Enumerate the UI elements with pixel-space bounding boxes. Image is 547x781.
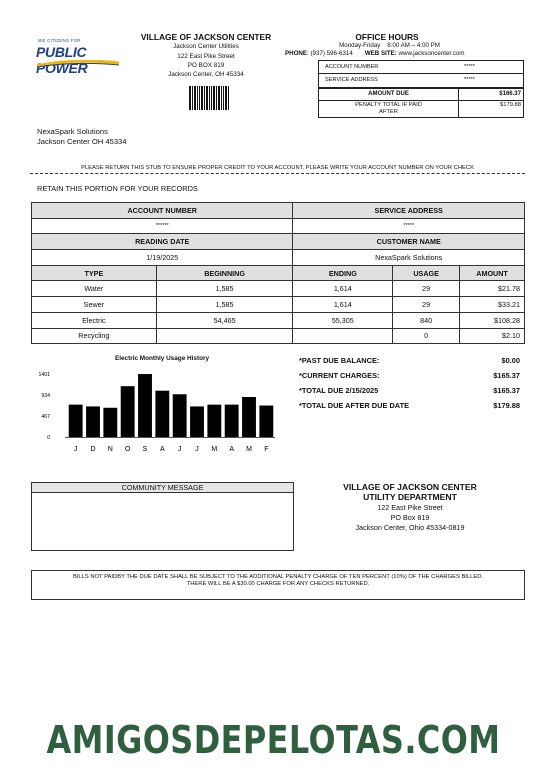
stub-penalty-value: $179.88 [500, 102, 521, 108]
x-tick-label: J [195, 446, 199, 453]
x-tick-label: J [73, 446, 78, 453]
chart-bar [138, 374, 152, 437]
chart-bar [190, 406, 204, 437]
current-charges-value: $165.37 [493, 371, 520, 380]
utility-dept-line-4: PO Box 819 [390, 513, 430, 522]
x-tick-label: N [107, 446, 113, 453]
retain-note: RETAIN THIS PORTION FOR YOUR RECORDS [37, 184, 198, 193]
x-tick-label: A [229, 446, 235, 453]
col-ending: ENDING [293, 265, 393, 281]
total-after-due-label: *TOTAL DUE AFTER DUE DATE [299, 401, 410, 410]
account-number-header: ACCOUNT NUMBER [32, 203, 293, 219]
stub-account-box [318, 60, 524, 88]
chart-bar [121, 386, 135, 437]
stub-due-box [318, 88, 524, 118]
col-usage: USAGE [393, 265, 460, 281]
stub-penalty-label-1: PENALTY TOTAL IF PAID [355, 102, 422, 108]
public-power-logo [35, 36, 123, 76]
phone-value: : (937) 596-6314 [307, 50, 353, 57]
y-tick-label: 934 [41, 393, 50, 399]
website-value: www.jacksoncenter.com [396, 50, 465, 57]
utility-dept-line-2: UTILITY DEPARTMENT [363, 492, 457, 502]
utility-dept-line-3: 122 East Pike Street [377, 503, 443, 512]
customer-name-value: NexaSpark Solutions [293, 250, 525, 266]
village-line-1: Jackson Center Utilities [173, 43, 239, 50]
logo-swoosh-icon [35, 60, 121, 68]
stub-account-number-value: ***** [464, 64, 475, 70]
chart-bar [207, 405, 221, 437]
stub-amount-due-value: $166.37 [499, 91, 521, 97]
past-due-value: $0.00 [501, 356, 520, 365]
stub-service-address-value: ***** [464, 77, 475, 83]
chart-bar [225, 405, 239, 437]
electric-usage-chart [30, 366, 285, 458]
y-tick-label: 0 [47, 435, 50, 441]
customer-name-header: CUSTOMER NAME [293, 234, 525, 250]
x-tick-label: O [124, 446, 131, 453]
chart-title: Electric Monthly Usage History [114, 355, 210, 362]
table-row: Sewer 1,585 1,614 29 $33.21 [32, 297, 525, 313]
service-address-value: ***** [293, 218, 525, 234]
account-details-table [31, 202, 525, 344]
office-hours-days: Monday-Friday 8:00 AM – 4:00 PM [339, 42, 440, 49]
stub-amount-due-label: AMOUNT DUE [368, 91, 409, 97]
current-charges-label: *CURRENT CHARGES: [299, 371, 380, 380]
x-tick-label: J [177, 446, 182, 453]
logo-tagline: WE CITIZENS FOR [38, 38, 81, 43]
tear-line [30, 173, 525, 174]
x-tick-label: M [246, 446, 252, 453]
total-due-label: *TOTAL DUE 2/15/2025 [299, 386, 379, 395]
barcode-icon [189, 86, 229, 110]
x-tick-label: A [159, 446, 165, 453]
col-beginning: BEGINNING [156, 265, 293, 281]
office-contact [285, 50, 465, 57]
logo-brand: PUBLIC POWER [36, 44, 88, 76]
x-tick-label: D [90, 446, 96, 453]
chart-bar [173, 394, 187, 437]
office-hours-title: OFFICE HOURS [355, 32, 419, 42]
penalty-notice [31, 570, 525, 600]
table-row: Recycling 0 $2.10 [32, 328, 525, 344]
watermark: AMIGOSDEPELOTAS.COM [46, 718, 501, 762]
reading-date-value: 1/19/2025 [32, 250, 293, 266]
village-name: VILLAGE OF JACKSON CENTER [140, 32, 272, 42]
community-message-box [31, 482, 294, 551]
past-due-label: *PAST DUE BALANCE: [299, 356, 380, 365]
website-label: WEB SITE: [364, 50, 397, 57]
utility-dept-line-1: VILLAGE OF JACKSON CENTER [343, 482, 477, 492]
chart-bar [259, 406, 273, 437]
chart-bar [69, 405, 83, 437]
x-tick-label: S [142, 446, 148, 453]
village-line-4: Jackson Center, OH 45334 [168, 71, 244, 78]
customer-address: Jackson Center OH 45334 [37, 137, 127, 146]
chart-bar [86, 406, 100, 437]
table-row: Electric 54,465 55,305 840 $108.28 [32, 312, 525, 328]
col-amount: AMOUNT [460, 265, 525, 281]
phone-label: PHONE [285, 50, 308, 57]
penalty-notice-line-1: BILLS NOT PAIDBY THE DUE DATE SHALL BE SUBJECT TO THE ADDITIONAL PENALTY CHARGE OF TEN PERCENT (10%) OF THE CHARGES BILLED. [72, 574, 484, 580]
total-after-due-value: $179.88 [493, 401, 520, 410]
total-due-value: $165.37 [493, 386, 520, 395]
chart-bar [103, 408, 117, 437]
service-address-header: SERVICE ADDRESS [293, 203, 525, 219]
table-row: Water 1,585 1,614 29 $21.78 [32, 281, 525, 297]
village-line-3: PO BOX 819 [187, 62, 225, 69]
village-line-2: 122 East Pike Street [177, 53, 235, 60]
account-number-value: ****** [32, 218, 293, 234]
community-message-title: COMMUNITY MESSAGE [32, 483, 293, 493]
stub-penalty-label-2: AFTER [378, 109, 398, 115]
reading-date-header: READING DATE [32, 234, 293, 250]
x-tick-label: F [264, 446, 269, 453]
y-tick-label: 467 [41, 414, 50, 420]
customer-name: NexaSpark Solutions [37, 127, 108, 136]
utility-dept-line-5: Jackson Center, Ohio 45334-0819 [355, 523, 465, 532]
stub-service-address-label: SERVICE ADDRESS [325, 77, 378, 83]
x-tick-label: M [211, 446, 218, 453]
chart-bar [155, 391, 169, 437]
chart-bar [242, 397, 256, 437]
penalty-notice-line-2: THERE WILL BE A $30.00 CHARGE FOR ANY CHECKS RETURNED. [186, 581, 370, 588]
stub-return-note: PLEASE RETURN THIS STUB TO ENSURE PROPER CREDIT TO YOUR ACCOUNT. PLEASE WRITE YOUR ACCOUNT NUMBER ON YOUR CHECK [81, 165, 474, 171]
col-type: TYPE [32, 265, 157, 281]
stub-account-number-label: ACCOUNT NUMBER [325, 64, 379, 70]
y-tick-label: 1401 [38, 372, 50, 378]
